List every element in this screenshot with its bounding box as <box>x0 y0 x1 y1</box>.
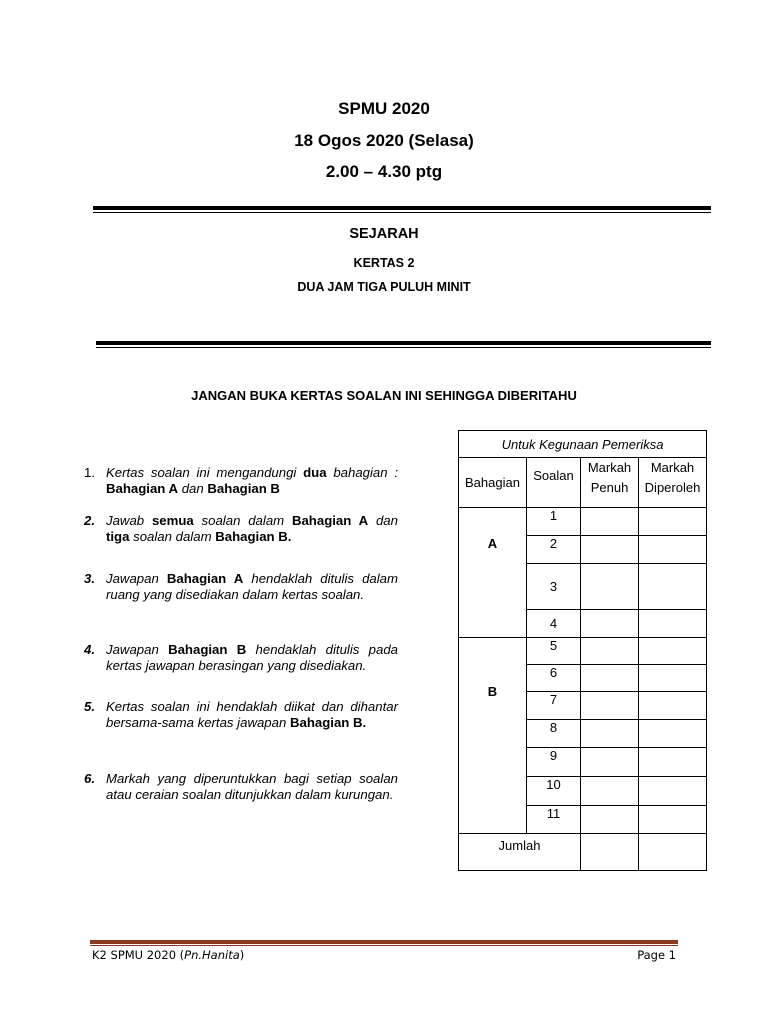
markah-penuh-cell <box>581 638 639 665</box>
question-cell: 8 <box>527 720 581 748</box>
instruction-text <box>106 771 398 802</box>
markah-penuh-cell <box>581 610 639 638</box>
do-not-open-warning: JANGAN BUKA KERTAS SOALAN INI SEHINGGA DIBERITAHU <box>191 388 577 403</box>
instruction-run: Kertas soalan ini hendaklah diikat dan dihantar bersama-sama kertas jawapan <box>106 699 398 730</box>
instruction-number: 6. <box>84 771 95 786</box>
header-soalan: Soalan <box>527 458 581 508</box>
instruction-emphasis: tiga <box>106 528 130 544</box>
instruction-run: Jawapan <box>106 642 169 657</box>
instruction-run: soalan dalam <box>193 513 292 528</box>
markah-penuh-cell <box>581 720 639 748</box>
markah-penuh-cell <box>581 748 639 777</box>
instruction-emphasis: dua <box>303 465 327 480</box>
section-a-label: A <box>459 508 527 638</box>
instruction-run: Jawab <box>106 513 152 528</box>
instruction-emphasis: Bahagian A <box>106 480 179 496</box>
examiner-table-title: Untuk Kegunaan Pemeriksa <box>459 431 707 458</box>
instruction-item <box>84 771 398 802</box>
header-markah-diperoleh-line2: Diperoleh <box>644 480 701 495</box>
footer-left <box>92 948 244 962</box>
subject-divider-thick <box>96 341 711 345</box>
instruction-emphasis: semua <box>151 513 194 528</box>
examiner-table <box>458 430 707 871</box>
instruction-run: dan <box>178 480 208 496</box>
question-cell: 5 <box>527 638 581 665</box>
question-cell: 7 <box>527 692 581 720</box>
markah-diperoleh-cell[interactable] <box>639 665 707 692</box>
markah-diperoleh-cell[interactable] <box>639 777 707 806</box>
instruction-text <box>106 571 398 602</box>
instruction-text <box>106 513 398 544</box>
instruction-run: hendaklah ditulis dalam ruang yang disediakan dalam kertas soalan. <box>106 571 398 602</box>
instruction-item <box>84 571 398 602</box>
question-cell: 6 <box>527 665 581 692</box>
footer-page-number: Page 1 <box>637 948 676 962</box>
question-cell: 9 <box>527 748 581 777</box>
instruction-run: bahagian : <box>326 465 399 480</box>
header-divider-thin <box>93 212 711 213</box>
instruction-text <box>106 465 398 496</box>
markah-penuh-cell <box>581 665 639 692</box>
header-markah-diperoleh <box>639 458 707 508</box>
instruction-text <box>106 642 398 673</box>
footer-paper-code: K2 SPMU 2020 ( <box>92 948 185 962</box>
subject-divider-thin <box>96 347 711 348</box>
instruction-run: soalan dalam <box>129 528 216 544</box>
markah-diperoleh-cell[interactable] <box>639 638 707 665</box>
instruction-item <box>84 642 398 673</box>
exam-time: 2.00 – 4.30 ptg <box>325 162 443 181</box>
footer-paren: ) <box>239 948 245 962</box>
question-cell: 1 <box>527 508 581 536</box>
question-cell: 10 <box>527 777 581 806</box>
exam-title: SPMU 2020 <box>338 99 430 118</box>
header-markah-penuh <box>581 458 639 508</box>
instruction-number: 2. <box>84 513 95 528</box>
markah-diperoleh-cell[interactable] <box>639 536 707 564</box>
subject-name: SEJARAH <box>349 226 419 242</box>
instruction-emphasis: Bahagian B. <box>215 528 292 544</box>
footer-divider-thin <box>90 945 678 946</box>
header-markah-diperoleh-line1: Markah <box>650 460 695 475</box>
paper-duration: DUA JAM TIGA PULUH MINIT <box>297 280 471 294</box>
section-b-label: B <box>459 638 527 834</box>
instruction-item <box>84 465 398 496</box>
markah-diperoleh-cell[interactable] <box>639 806 707 834</box>
instruction-emphasis: Bahagian B <box>207 480 280 496</box>
instruction-emphasis: Bahagian B. <box>289 714 367 730</box>
instruction-emphasis: Bahagian B <box>168 642 247 657</box>
instruction-number: 5. <box>84 699 95 714</box>
footer-divider-thick <box>90 940 678 944</box>
instruction-run: Jawapan <box>106 571 167 586</box>
markah-penuh-cell <box>581 564 639 610</box>
markah-penuh-cell <box>581 777 639 806</box>
instruction-number: 3. <box>84 571 95 586</box>
instruction-number: 1. <box>84 465 95 480</box>
total-diperoleh-cell[interactable] <box>639 834 707 871</box>
markah-penuh-cell <box>581 508 639 536</box>
instruction-emphasis: Bahagian A <box>291 513 369 528</box>
markah-diperoleh-cell[interactable] <box>639 564 707 610</box>
markah-penuh-cell <box>581 536 639 564</box>
instruction-item <box>84 699 398 730</box>
total-penuh-cell <box>581 834 639 871</box>
total-label: Jumlah <box>459 834 581 871</box>
exam-date: 18 Ogos 2020 (Selasa) <box>294 131 474 150</box>
question-cell: 3 <box>527 564 581 610</box>
instruction-text <box>106 699 398 730</box>
markah-penuh-cell <box>581 692 639 720</box>
header-markah-penuh-line1: Markah <box>587 460 632 475</box>
markah-diperoleh-cell[interactable] <box>639 508 707 536</box>
question-cell: 11 <box>527 806 581 834</box>
markah-diperoleh-cell[interactable] <box>639 720 707 748</box>
paper-number: KERTAS 2 <box>353 256 415 270</box>
instruction-number: 4. <box>84 642 95 657</box>
instruction-run: Markah yang diperuntukkan bagi setiap soalan atau ceraian soalan ditunjukkan dalam kurungan. <box>106 771 398 802</box>
header-bahagian: Bahagian <box>459 458 527 508</box>
question-cell: 4 <box>527 610 581 638</box>
instruction-run: dan <box>368 513 398 528</box>
header-divider-thick <box>93 206 711 210</box>
markah-diperoleh-cell[interactable] <box>639 692 707 720</box>
question-cell: 2 <box>527 536 581 564</box>
footer-teacher: Pn.Hanita <box>184 948 240 962</box>
markah-diperoleh-cell[interactable] <box>639 610 707 638</box>
markah-penuh-cell <box>581 806 639 834</box>
markah-diperoleh-cell[interactable] <box>639 748 707 777</box>
header-markah-penuh-line2: Penuh <box>590 480 629 495</box>
instruction-run: hendaklah ditulis pada kertas jawapan berasingan yang disediakan. <box>106 642 399 673</box>
instruction-emphasis: Bahagian A <box>166 571 244 586</box>
instruction-run: Kertas soalan ini mengandungi <box>106 465 304 480</box>
instruction-item <box>84 513 398 544</box>
